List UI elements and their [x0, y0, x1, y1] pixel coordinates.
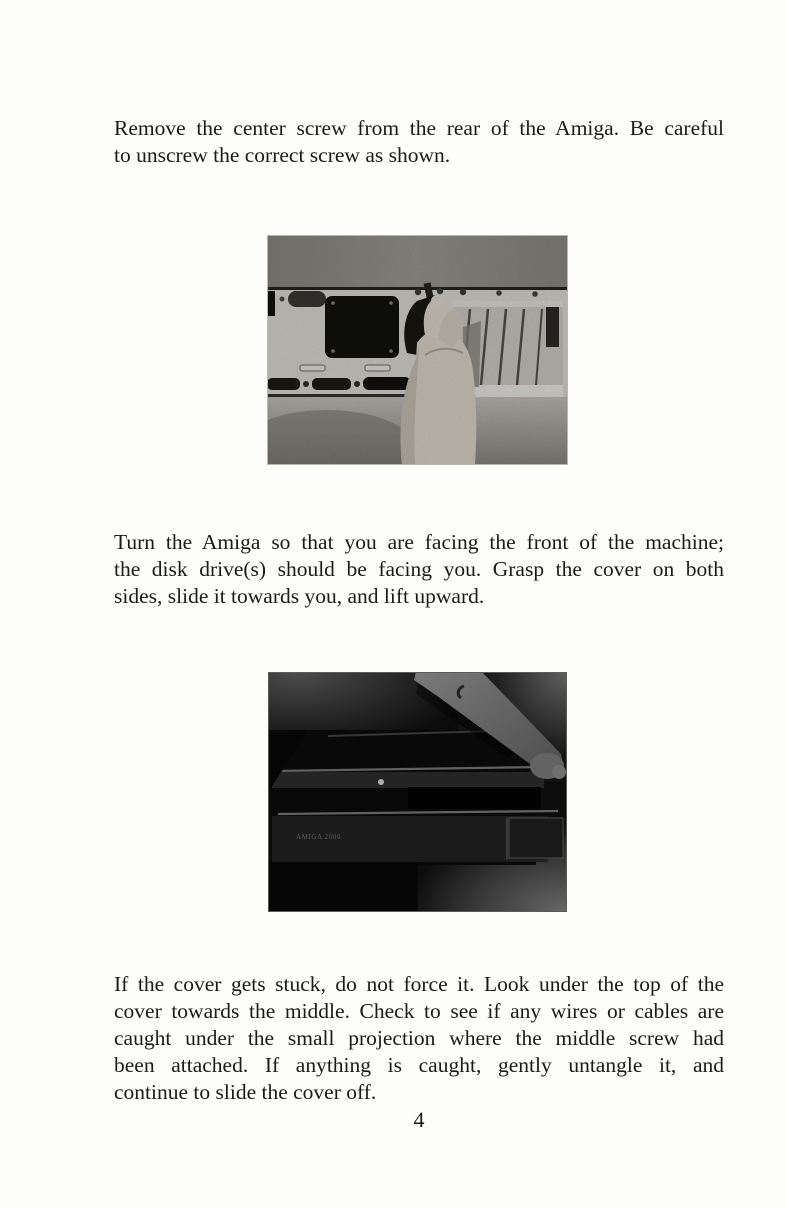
text-line: been attached. If anything is caught, gently untangle it, and [114, 1053, 724, 1077]
text-line: Turn the Amiga so that you are facing the front of the machine; [114, 530, 724, 554]
paragraph-cover-stuck [114, 971, 724, 1106]
text-line: caught under the small projection where the middle screw had [114, 1026, 724, 1050]
page-number: 4 [413, 1107, 425, 1132]
text-line: continue to slide the cover off. [114, 1080, 377, 1104]
figure-front-cover-photo [268, 672, 567, 912]
paragraph-remove-screw [114, 115, 724, 169]
text-line: to unscrew the correct screw as shown. [114, 143, 451, 167]
text-line: Remove the center screw from the rear of the Amiga. Be careful [114, 116, 724, 140]
text-line: sides, slide it towards you, and lift upward. [114, 584, 485, 608]
rear-panel-photo [267, 235, 568, 465]
amiga-2000-label: AMIGA 2000 [296, 833, 342, 841]
text-line: If the cover gets stuck, do not force it. Look under the top of the [114, 972, 724, 996]
text-line: the disk drive(s) should be facing you. Grasp the cover on both [114, 557, 724, 581]
figure-rear-screw-photo [267, 235, 568, 465]
paragraph-turn-amiga [114, 529, 724, 610]
front-cover-photo [268, 672, 567, 912]
text-line: cover towards the middle. Check to see if any wires or cables are [114, 999, 724, 1023]
